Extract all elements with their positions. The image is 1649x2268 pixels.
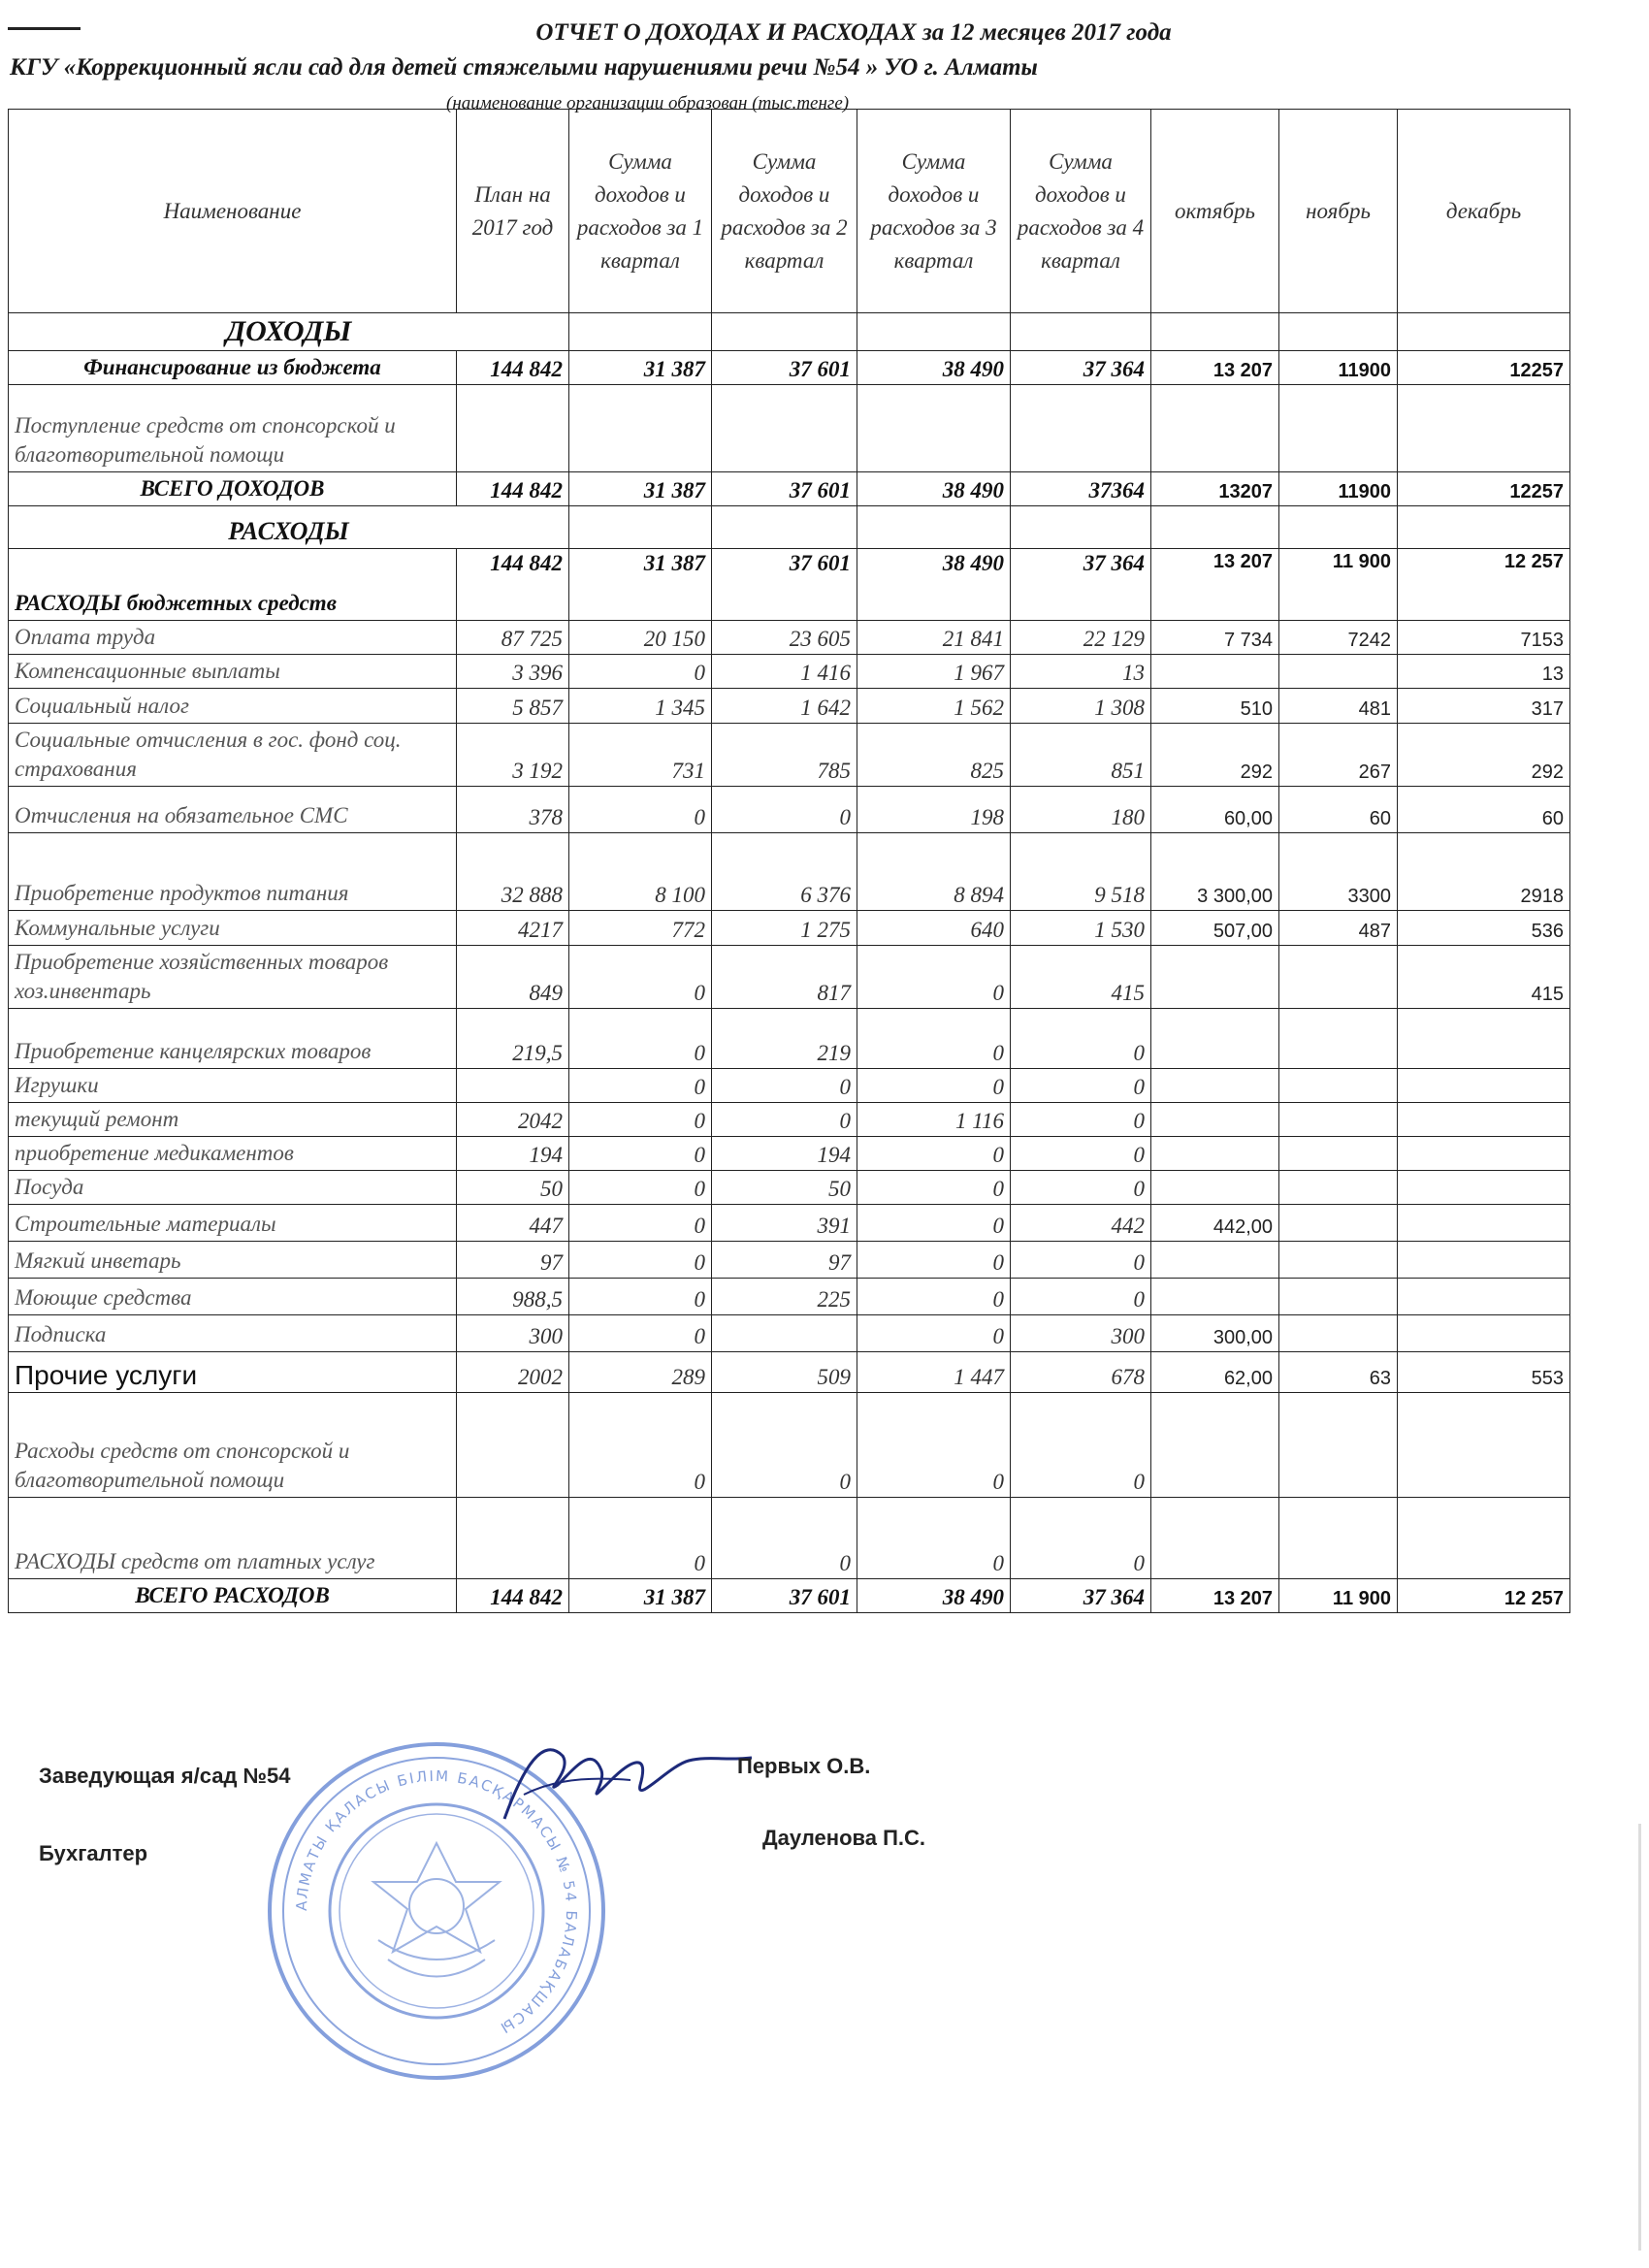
column-header: Сумма доходов и расходов за 2 квартал: [712, 110, 857, 313]
row-label: Компенсационные выплаты: [9, 655, 457, 689]
cell-value: 87 725: [457, 621, 569, 655]
cell-value: 13 207: [1151, 549, 1279, 621]
expense-item-row: [9, 689, 1570, 724]
cell-value: 0: [712, 787, 857, 833]
expense-item-row: [9, 1171, 1570, 1205]
cell-value: 219: [712, 1009, 857, 1069]
expense-item-row: [9, 1009, 1570, 1069]
cell-value: 12 257: [1398, 1579, 1570, 1613]
cell-value: 97: [457, 1242, 569, 1279]
cell-value: [1279, 1137, 1398, 1171]
cell-value: [1151, 385, 1279, 472]
cell-value: 0: [1011, 1242, 1151, 1279]
cell-value: [1398, 1279, 1570, 1315]
accountant-name: Дауленова П.С.: [762, 1826, 926, 1850]
cell-value: 31 387: [569, 549, 712, 621]
expense-item-row: [9, 1242, 1570, 1279]
cell-value: 6 376: [712, 833, 857, 911]
cell-value: 3 396: [457, 655, 569, 689]
cell-value: 0: [857, 1498, 1011, 1579]
row-label: Подписка: [9, 1315, 457, 1352]
cell-value: 60,00: [1151, 787, 1279, 833]
cell-value: 1 447: [857, 1352, 1011, 1393]
cell-value: 772: [569, 911, 712, 946]
row-label: Прочие услуги: [9, 1352, 457, 1393]
cell-value: 1 416: [712, 655, 857, 689]
cell-value: 0: [569, 1242, 712, 1279]
cell-value: 415: [1011, 946, 1151, 1009]
cell-value: 20 150: [569, 621, 712, 655]
cell-value: 1 275: [712, 911, 857, 946]
cell-value: [1398, 1498, 1570, 1579]
cell-value: 180: [1011, 787, 1151, 833]
expense-item-row: [9, 1205, 1570, 1242]
cell-value: 144 842: [457, 549, 569, 621]
column-header: декабрь: [1398, 110, 1570, 313]
cell-value: [1279, 655, 1398, 689]
row-label: Коммунальные услуги: [9, 911, 457, 946]
cell-value: 442: [1011, 1205, 1151, 1242]
cell-value: 4217: [457, 911, 569, 946]
cell-value: [1151, 1242, 1279, 1279]
cell-value: 7242: [1279, 621, 1398, 655]
column-header: Сумма доходов и расходов за 3 квартал: [857, 110, 1011, 313]
expense-item-row: [9, 1498, 1570, 1579]
cell-value: 1 530: [1011, 911, 1151, 946]
cell-value: [1398, 1009, 1570, 1069]
cell-value: 0: [569, 1315, 712, 1352]
cell-value: 2918: [1398, 833, 1570, 911]
cell-value: 851: [1011, 724, 1151, 787]
empty-cell: [1011, 506, 1151, 549]
row-label: Приобретение хозяйственных товаров хоз.инвентарь: [9, 946, 457, 1009]
accountant-label: Бухгалтер: [39, 1841, 148, 1865]
cell-value: 849: [457, 946, 569, 1009]
cell-value: 219,5: [457, 1009, 569, 1069]
cell-value: [1151, 1498, 1279, 1579]
cell-value: [1279, 1315, 1398, 1352]
cell-value: 38 490: [857, 351, 1011, 385]
expense-item-row: [9, 787, 1570, 833]
empty-cell: [1398, 506, 1570, 549]
cell-value: [1151, 1137, 1279, 1171]
cell-value: 37 364: [1011, 1579, 1151, 1613]
cell-value: 0: [569, 1393, 712, 1498]
row-label: Приобретение продуктов питания: [9, 833, 457, 911]
empty-cell: [1151, 313, 1279, 351]
cell-value: 0: [857, 946, 1011, 1009]
cell-value: 7153: [1398, 621, 1570, 655]
cell-value: 0: [569, 1171, 712, 1205]
cell-value: 194: [712, 1137, 857, 1171]
cell-value: 0: [1011, 1103, 1151, 1137]
cell-value: 0: [1011, 1069, 1151, 1103]
cell-value: 0: [569, 1103, 712, 1137]
cell-value: 0: [569, 1205, 712, 1242]
cell-value: 144 842: [457, 1579, 569, 1613]
cell-value: 510: [1151, 689, 1279, 724]
cell-value: 37 601: [712, 472, 857, 506]
cell-value: [1151, 946, 1279, 1009]
cell-value: [1398, 1069, 1570, 1103]
row-label: Посуда: [9, 1171, 457, 1205]
cell-value: [457, 1069, 569, 1103]
row-label: Финансирование из бюджета: [9, 351, 457, 385]
cell-value: 267: [1279, 724, 1398, 787]
expense-item-row: [9, 724, 1570, 787]
total-expenses-row: [9, 1579, 1570, 1613]
expense-item-row: [9, 946, 1570, 1009]
expense-item-row: [9, 911, 1570, 946]
cell-value: 0: [712, 1393, 857, 1498]
cell-value: 0: [712, 1103, 857, 1137]
cell-value: 11900: [1279, 472, 1398, 506]
row-label: Социальные отчисления в гос. фонд соц. страхования: [9, 724, 457, 787]
cell-value: 3 300,00: [1151, 833, 1279, 911]
empty-cell: [712, 506, 857, 549]
scan-margin: [1638, 1824, 1641, 2251]
cell-value: 0: [712, 1069, 857, 1103]
cell-value: [1151, 1393, 1279, 1498]
cell-value: 0: [569, 655, 712, 689]
cell-value: 0: [569, 1279, 712, 1315]
cell-value: 300: [457, 1315, 569, 1352]
cell-value: [1151, 1103, 1279, 1137]
row-label: Мягкий инветарь: [9, 1242, 457, 1279]
cell-value: 0: [1011, 1498, 1151, 1579]
cell-value: 0: [857, 1137, 1011, 1171]
cell-value: [712, 1315, 857, 1352]
cell-value: 32 888: [457, 833, 569, 911]
cell-value: 0: [857, 1171, 1011, 1205]
cell-value: 12257: [1398, 351, 1570, 385]
cell-value: 507,00: [1151, 911, 1279, 946]
cell-value: 640: [857, 911, 1011, 946]
empty-cell: [1011, 313, 1151, 351]
empty-cell: [1151, 506, 1279, 549]
handwritten-signature: [485, 1727, 757, 1843]
cell-value: 0: [569, 1009, 712, 1069]
cell-value: 13207: [1151, 472, 1279, 506]
cell-value: 442,00: [1151, 1205, 1279, 1242]
cell-value: 37 364: [1011, 351, 1151, 385]
cell-value: 38 490: [857, 472, 1011, 506]
cell-value: 194: [457, 1137, 569, 1171]
empty-cell: [712, 313, 857, 351]
cell-value: 300,00: [1151, 1315, 1279, 1352]
head-label: Заведующая я/сад №54: [39, 1764, 291, 1788]
cell-value: 817: [712, 946, 857, 1009]
cell-value: 300: [1011, 1315, 1151, 1352]
expense-item-row: [9, 621, 1570, 655]
cell-value: 60: [1279, 787, 1398, 833]
cell-value: [1279, 1393, 1398, 1498]
cell-value: 509: [712, 1352, 857, 1393]
cell-value: 292: [1151, 724, 1279, 787]
expense-item-row: [9, 655, 1570, 689]
cell-value: 8 894: [857, 833, 1011, 911]
cell-value: 0: [1011, 1393, 1151, 1498]
cell-value: [1151, 1069, 1279, 1103]
cell-value: 7 734: [1151, 621, 1279, 655]
cell-value: 60: [1398, 787, 1570, 833]
cell-value: [1398, 1137, 1570, 1171]
cell-value: 0: [569, 1498, 712, 1579]
cell-value: 536: [1398, 911, 1570, 946]
sponsor-income-row: [9, 385, 1570, 472]
cell-value: 3300: [1279, 833, 1398, 911]
column-header: ноябрь: [1279, 110, 1398, 313]
cell-value: [712, 385, 857, 472]
organization-name: КГУ «Коррекционный ясли сад для детей стяжелыми нарушениями речи №54 » УО г. Алматы: [10, 54, 1038, 81]
cell-value: 0: [569, 1137, 712, 1171]
cell-value: 37364: [1011, 472, 1151, 506]
cell-value: 1 116: [857, 1103, 1011, 1137]
cell-value: 12 257: [1398, 549, 1570, 621]
expense-item-row: [9, 1137, 1570, 1171]
cell-value: 31 387: [569, 1579, 712, 1613]
cell-value: 0: [569, 1069, 712, 1103]
cell-value: 0: [857, 1242, 1011, 1279]
row-label: Социальный налог: [9, 689, 457, 724]
row-label: РАСХОДЫ бюджетных средств: [9, 549, 457, 621]
cell-value: 289: [569, 1352, 712, 1393]
row-label: ВСЕГО РАСХОДОВ: [9, 1579, 457, 1613]
section-title: РАСХОДЫ: [9, 506, 569, 549]
cell-value: [1279, 1009, 1398, 1069]
row-label: текущий ремонт: [9, 1103, 457, 1137]
cell-value: [1011, 385, 1151, 472]
cell-value: 447: [457, 1205, 569, 1242]
cell-value: [1279, 1279, 1398, 1315]
row-label: Строительные материалы: [9, 1205, 457, 1242]
cell-value: 0: [857, 1393, 1011, 1498]
cell-value: [1398, 1103, 1570, 1137]
cell-value: 0: [857, 1279, 1011, 1315]
cell-value: [1279, 385, 1398, 472]
header-row: [9, 110, 1570, 313]
cell-value: 8 100: [569, 833, 712, 911]
cell-value: 0: [1011, 1279, 1151, 1315]
cell-value: 0: [857, 1205, 1011, 1242]
cell-value: 38 490: [857, 549, 1011, 621]
budget-expenses-row: [9, 549, 1570, 621]
cell-value: 2002: [457, 1352, 569, 1393]
income-expense-table: [8, 109, 1570, 1613]
cell-value: 13: [1011, 655, 1151, 689]
expense-item-row: [9, 1069, 1570, 1103]
expense-item-row: [9, 833, 1570, 911]
column-header: Наименование: [9, 110, 457, 313]
cell-value: [457, 385, 569, 472]
column-header: октябрь: [1151, 110, 1279, 313]
cell-value: 225: [712, 1279, 857, 1315]
expense-item-row: [9, 1315, 1570, 1352]
cell-value: 5 857: [457, 689, 569, 724]
cell-value: 3 192: [457, 724, 569, 787]
cell-value: [457, 1498, 569, 1579]
cell-value: [1398, 1393, 1570, 1498]
cell-value: 11 900: [1279, 1579, 1398, 1613]
cell-value: 1 308: [1011, 689, 1151, 724]
cell-value: 0: [1011, 1171, 1151, 1205]
cell-value: 37 364: [1011, 549, 1151, 621]
cell-value: 62,00: [1151, 1352, 1279, 1393]
cell-value: [1279, 1103, 1398, 1137]
row-label: ВСЕГО ДОХОДОВ: [9, 472, 457, 506]
empty-cell: [1279, 313, 1398, 351]
cell-value: 391: [712, 1205, 857, 1242]
cell-value: 317: [1398, 689, 1570, 724]
section-title: ДОХОДЫ: [9, 313, 569, 351]
cell-value: 13 207: [1151, 351, 1279, 385]
cell-value: 988,5: [457, 1279, 569, 1315]
cell-value: 1 345: [569, 689, 712, 724]
cell-value: 31 387: [569, 472, 712, 506]
cell-value: 22 129: [1011, 621, 1151, 655]
cell-value: 37 601: [712, 351, 857, 385]
stamp-text: АЛМАТЫ ҚАЛАСЫ БІЛІМ БАСҚАРМАСЫ № 54 БАЛАБАҚШАСЫ: [292, 1766, 581, 2038]
cell-value: [1279, 1069, 1398, 1103]
cell-value: 0: [1011, 1009, 1151, 1069]
cell-value: [1398, 385, 1570, 472]
cell-value: 0: [857, 1009, 1011, 1069]
cell-value: [1151, 1171, 1279, 1205]
cell-value: 553: [1398, 1352, 1570, 1393]
cell-value: [1279, 1171, 1398, 1205]
empty-cell: [1398, 313, 1570, 351]
cell-value: 1 967: [857, 655, 1011, 689]
row-label: Приобретение канцелярских товаров: [9, 1009, 457, 1069]
cell-value: [1398, 1242, 1570, 1279]
cell-value: 13: [1398, 655, 1570, 689]
cell-value: 0: [712, 1498, 857, 1579]
cell-value: 144 842: [457, 351, 569, 385]
cell-value: 1 642: [712, 689, 857, 724]
cell-value: 37 601: [712, 549, 857, 621]
row-label: Игрушки: [9, 1069, 457, 1103]
cell-value: [1279, 946, 1398, 1009]
empty-cell: [1279, 506, 1398, 549]
cell-value: 0: [1011, 1137, 1151, 1171]
cell-value: 21 841: [857, 621, 1011, 655]
cell-value: 31 387: [569, 351, 712, 385]
cell-value: 198: [857, 787, 1011, 833]
row-label: Расходы средств от спонсорской и благотворительной помощи: [9, 1393, 457, 1498]
cell-value: 825: [857, 724, 1011, 787]
cell-value: [1279, 1205, 1398, 1242]
row-label: РАСХОДЫ средств от платных услуг: [9, 1498, 457, 1579]
empty-cell: [857, 506, 1011, 549]
row-label: Моющие средства: [9, 1279, 457, 1315]
section-row: [9, 313, 1570, 351]
cell-value: [1151, 1279, 1279, 1315]
cell-value: 1 562: [857, 689, 1011, 724]
column-header: Сумма доходов и расходов за 1 квартал: [569, 110, 712, 313]
cell-value: 63: [1279, 1352, 1398, 1393]
cell-value: 9 518: [1011, 833, 1151, 911]
empty-cell: [857, 313, 1011, 351]
cell-value: 0: [857, 1069, 1011, 1103]
cell-value: [457, 1393, 569, 1498]
expense-item-row: [9, 1393, 1570, 1498]
cell-value: 785: [712, 724, 857, 787]
empty-cell: [569, 506, 712, 549]
cell-value: [857, 385, 1011, 472]
cell-value: [1279, 1242, 1398, 1279]
expense-item-row: [9, 1103, 1570, 1137]
row-label: приобретение медикаментов: [9, 1137, 457, 1171]
expense-item-row: [9, 1279, 1570, 1315]
cell-value: 678: [1011, 1352, 1151, 1393]
cell-value: 378: [457, 787, 569, 833]
column-header: Сумма доходов и расходов за 4 квартал: [1011, 110, 1151, 313]
cell-value: 2042: [457, 1103, 569, 1137]
row-label: Отчисления на обязательное СМС: [9, 787, 457, 833]
cell-value: [1398, 1205, 1570, 1242]
row-label: Оплата труда: [9, 621, 457, 655]
head-name: Первых О.В.: [737, 1754, 871, 1778]
empty-cell: [569, 313, 712, 351]
cell-value: 12257: [1398, 472, 1570, 506]
total-income-row: [9, 472, 1570, 506]
cell-value: [1398, 1171, 1570, 1205]
cell-value: [1398, 1315, 1570, 1352]
report-title: ОТЧЕТ О ДОХОДАХ И РАСХОДАХ за 12 месяцев 2017 года: [535, 19, 1172, 46]
section-row: [9, 506, 1570, 549]
column-header: План на 2017 год: [457, 110, 569, 313]
cell-value: [1151, 1009, 1279, 1069]
cell-value: [1279, 1498, 1398, 1579]
cell-value: 481: [1279, 689, 1398, 724]
cell-value: 11900: [1279, 351, 1398, 385]
cell-value: [1151, 655, 1279, 689]
organization-caption: (наименование организации образован (тыс.тенге): [446, 93, 850, 113]
cell-value: 0: [569, 787, 712, 833]
cell-value: 0: [857, 1315, 1011, 1352]
cell-value: 144 842: [457, 472, 569, 506]
cell-value: 97: [712, 1242, 857, 1279]
cell-value: 415: [1398, 946, 1570, 1009]
expense-item-row: [9, 1352, 1570, 1393]
cell-value: 731: [569, 724, 712, 787]
cell-value: 11 900: [1279, 549, 1398, 621]
cell-value: 38 490: [857, 1579, 1011, 1613]
cell-value: 23 605: [712, 621, 857, 655]
budget-financing-row: [9, 351, 1570, 385]
cell-value: 13 207: [1151, 1579, 1279, 1613]
cell-value: 50: [457, 1171, 569, 1205]
cell-value: 292: [1398, 724, 1570, 787]
cell-value: 37 601: [712, 1579, 857, 1613]
cell-value: 0: [569, 946, 712, 1009]
cell-value: 487: [1279, 911, 1398, 946]
cell-value: 50: [712, 1171, 857, 1205]
cell-value: [569, 385, 712, 472]
row-label: Поступление средств от спонсорской и благотворительной помощи: [9, 385, 457, 472]
